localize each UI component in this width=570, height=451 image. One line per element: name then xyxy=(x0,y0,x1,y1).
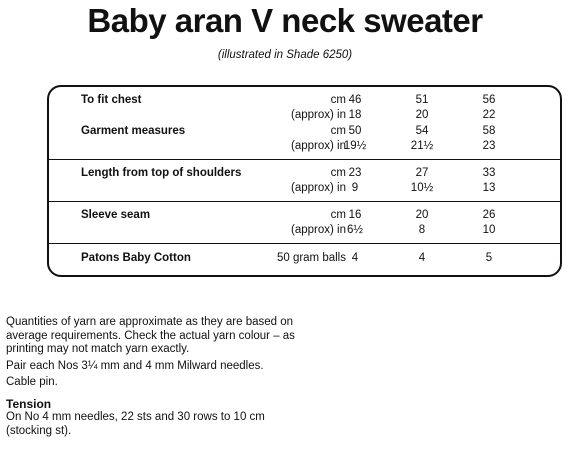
row-unit: (approx) in xyxy=(291,109,346,121)
yarn-quantity-note: Quantities of yarn are approximate as they are based on average requirements. Check the actual yarn colour – as printing may not match yarn exactly. xyxy=(6,316,295,355)
size-value: 23 xyxy=(482,140,496,152)
size-value: 4 xyxy=(351,252,359,264)
measurements-table xyxy=(47,85,562,277)
size-value: 27 xyxy=(415,167,429,179)
size-value: 13 xyxy=(482,182,496,194)
size-value: 10½ xyxy=(410,182,434,194)
size-value: 6½ xyxy=(347,224,363,236)
row-unit: (approx) in xyxy=(291,224,346,236)
row-unit: 50 gram balls xyxy=(276,252,346,264)
size-value: 20 xyxy=(415,209,429,221)
page-subtitle: (illustrated in Shade 6250) xyxy=(217,49,353,61)
size-value: 58 xyxy=(482,125,496,137)
table-row xyxy=(49,181,560,196)
row-divider xyxy=(49,159,560,160)
table-row xyxy=(49,108,560,123)
page-title: Baby aran V neck sweater xyxy=(87,2,483,39)
table-row xyxy=(49,124,560,139)
needles-note: Pair each Nos 3¼ mm and 4 mm Milward needles. xyxy=(6,359,264,372)
row-unit: cm xyxy=(330,125,346,137)
cable-pin-note: Cable pin. xyxy=(6,376,58,388)
table-row xyxy=(49,251,560,266)
row-label: To fit chest xyxy=(81,94,142,106)
row-divider xyxy=(49,201,560,202)
row-unit: cm xyxy=(330,209,346,221)
table-row xyxy=(49,208,560,223)
table-row xyxy=(49,223,560,238)
row-label: Garment measures xyxy=(81,125,186,137)
row-divider xyxy=(49,243,560,244)
size-value: 16 xyxy=(348,209,362,221)
row-label: Sleeve seam xyxy=(81,209,151,221)
size-value: 10 xyxy=(482,224,496,236)
size-value: 26 xyxy=(482,209,496,221)
row-unit: cm xyxy=(330,94,346,106)
size-value: 22 xyxy=(482,109,496,121)
size-value: 4 xyxy=(418,252,426,264)
size-value: 21½ xyxy=(410,140,434,152)
size-value: 18 xyxy=(348,109,362,121)
row-unit: (approx) in xyxy=(291,140,346,152)
size-value: 23 xyxy=(348,167,362,179)
row-unit: cm xyxy=(330,167,346,179)
size-value: 46 xyxy=(348,94,362,106)
size-value: 5 xyxy=(485,252,493,264)
pattern-notes xyxy=(6,316,306,441)
row-unit: (approx) in xyxy=(291,182,346,194)
row-label: Patons Baby Cotton xyxy=(81,252,191,264)
size-value: 9 xyxy=(351,182,359,194)
size-value: 54 xyxy=(415,125,429,137)
size-value: 8 xyxy=(418,224,426,236)
size-value: 51 xyxy=(415,94,429,106)
table-row xyxy=(49,93,560,108)
size-value: 56 xyxy=(482,94,496,106)
table-row xyxy=(49,139,560,154)
table-row xyxy=(49,166,560,181)
tension-heading: Tension xyxy=(6,396,52,411)
size-value: 20 xyxy=(415,109,429,121)
size-value: 33 xyxy=(482,167,496,179)
tension-note: On No 4 mm needles, 22 sts and 30 rows to 10 cm (stocking st). xyxy=(6,411,265,437)
size-value: 50 xyxy=(348,125,362,137)
size-value: 19½ xyxy=(343,140,367,152)
row-label: Length from top of shoulders xyxy=(81,167,242,179)
